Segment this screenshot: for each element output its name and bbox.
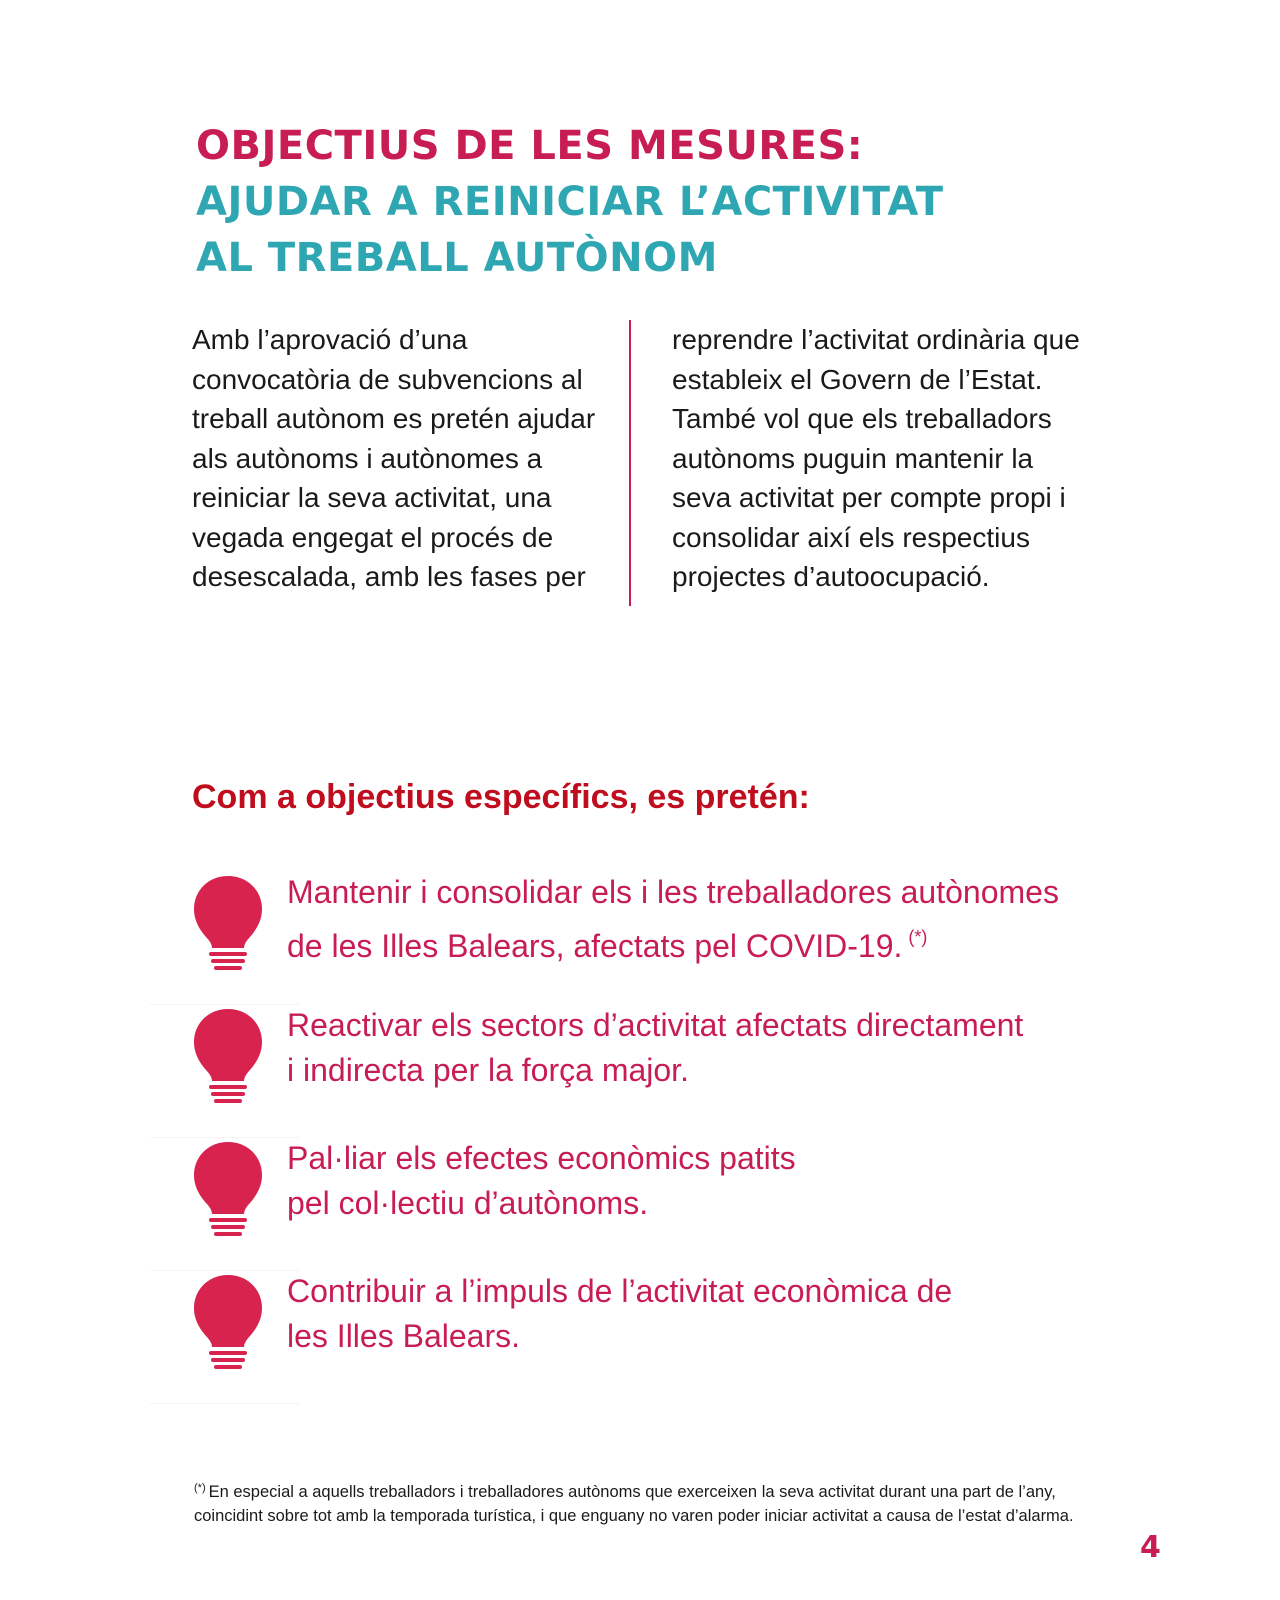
page-title <box>196 118 944 286</box>
intro-left-column: Amb l’aprovació d’una convocatòria de subvencions al treball autònom es pretén ajudar als autònoms i autònomes a reiniciar la seva activitat, una vegada engegat el procés de desescalada, amb les fases per <box>192 324 596 592</box>
intro-right-column: reprendre l’activitat ordinària que estableix el Govern de l’Estat. També vol que els treballadors autònoms puguin mantenir la seva activitat per compte propi i consolidar així els respectius projectes d’autoocupació. <box>672 324 1080 592</box>
objective-line-2: de les Illes Balears, afectats pel COVID-19. <box>287 928 903 964</box>
objective-text <box>287 870 1107 969</box>
page-number: 4 <box>1140 1530 1161 1565</box>
intro-section <box>192 320 1092 610</box>
objective-item <box>150 870 1150 1005</box>
title-line-2: AJUDAR A REINICIAR L’ACTIVITAT <box>196 179 944 225</box>
objective-line-1: Mantenir i consolidar els i les treballadores autònomes <box>287 874 1059 910</box>
lightbulb-icon <box>192 874 264 974</box>
objective-text <box>287 1269 1107 1359</box>
objective-line-2: pel col·lectiu d’autònoms. <box>287 1185 649 1221</box>
objective-item <box>150 1269 1150 1404</box>
footnote-marker: (*) <box>194 1482 206 1494</box>
footnote-marker: (*) <box>908 927 928 947</box>
objective-line-1: Pal·liar els efectes econòmics patits <box>287 1140 796 1176</box>
title-line-1: OBJECTIUS DE LES MESURES: <box>196 123 864 169</box>
divider <box>150 1403 300 1404</box>
title-line-3: AL TREBALL AUTÒNOM <box>196 235 718 281</box>
objective-line-2: les Illes Balears. <box>287 1318 520 1354</box>
objective-line-2: i indirecta per la força major. <box>287 1052 689 1088</box>
lightbulb-icon <box>192 1273 264 1373</box>
objective-text <box>287 1003 1107 1093</box>
column-divider <box>629 320 631 606</box>
objective-item <box>150 1136 1150 1271</box>
objective-item <box>150 1003 1150 1138</box>
objective-line-1: Contribuir a l’impuls de l’activitat econòmica de <box>287 1273 953 1309</box>
objective-line-1: Reactivar els sectors d’activitat afectats directament <box>287 1007 1024 1043</box>
lightbulb-icon <box>192 1007 264 1107</box>
lightbulb-icon <box>192 1140 264 1240</box>
footnote-text: En especial a aquells treballadors i treballadores autònoms que exerceixen la seva activitat durant una part de l’any, coincidint sobre tot amb la temporada turística, i que enguany no varen poder iniciar activitat a causa de l’estat d’alarma. <box>194 1483 1074 1525</box>
objective-text <box>287 1136 1107 1226</box>
footnote <box>194 1477 1094 1528</box>
section-subtitle: Com a objectius específics, es pretén: <box>192 778 810 816</box>
